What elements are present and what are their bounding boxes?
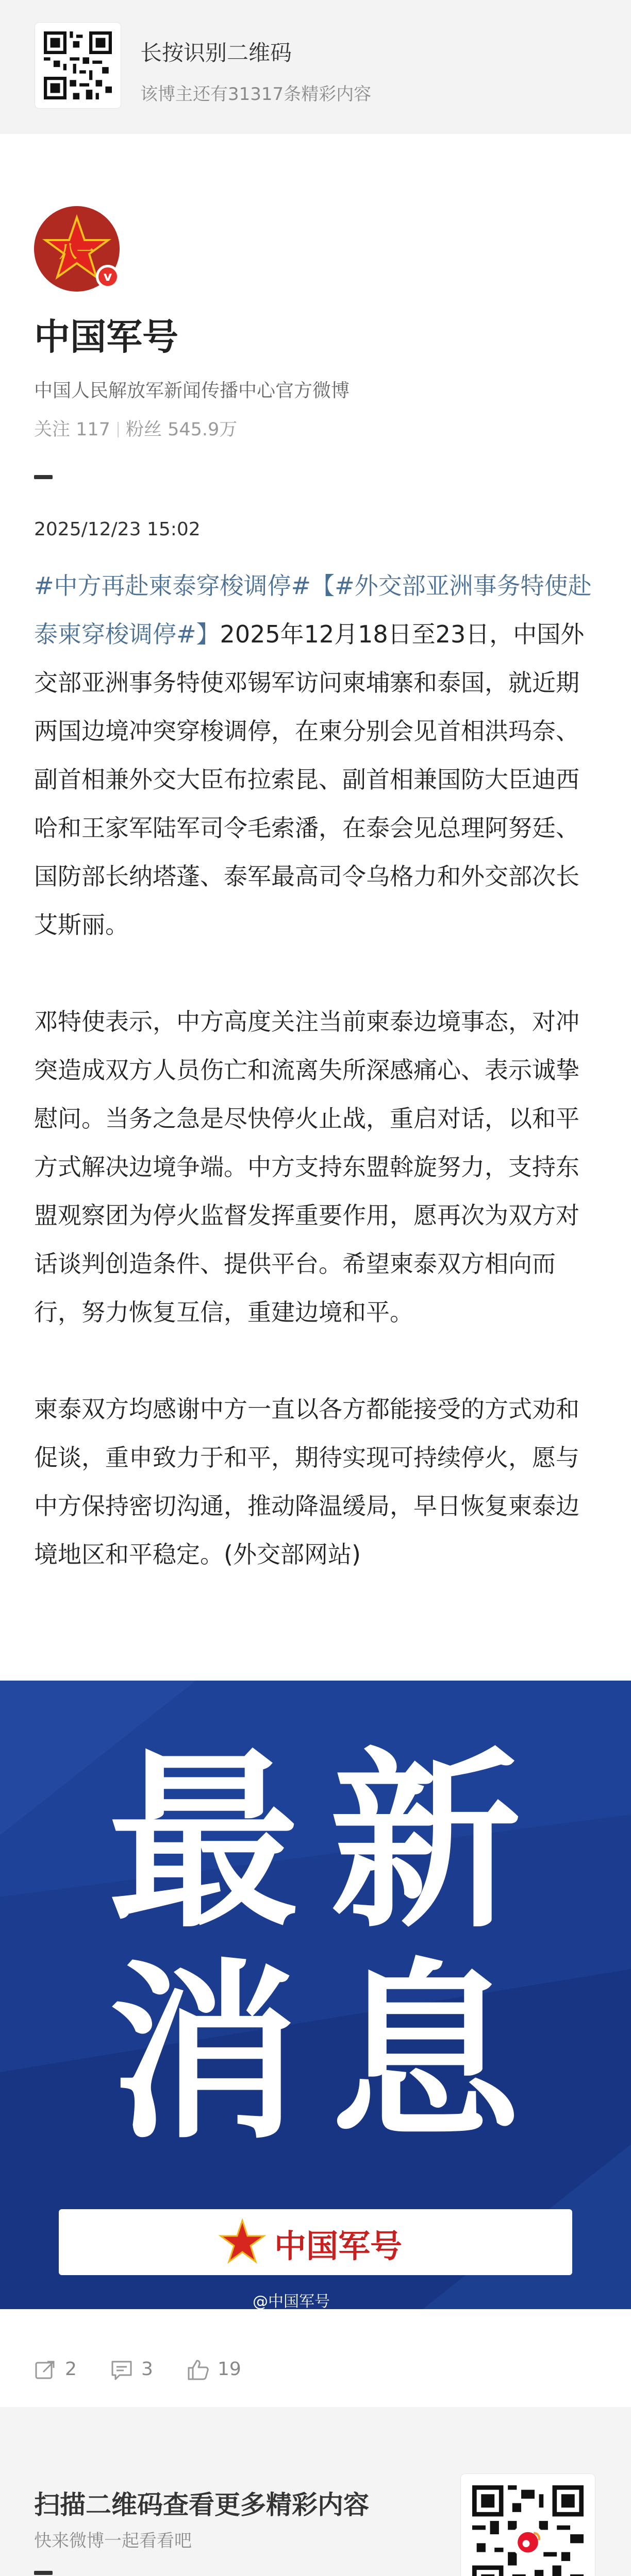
- qr-code-icon: [44, 31, 112, 99]
- topic-link-1[interactable]: #中方再赴柬泰穿梭调停#: [34, 572, 311, 600]
- stats-divider: [118, 422, 119, 437]
- comment-count: 3: [141, 2359, 153, 2380]
- verified-badge: v: [96, 265, 120, 289]
- footer-title: 扫描二维码查看更多精彩内容: [34, 2490, 369, 2520]
- footer-panel: [0, 2407, 631, 2576]
- account-stats: [34, 415, 237, 441]
- qr-banner[interactable]: [0, 0, 631, 134]
- latest-news-image[interactable]: [0, 1681, 631, 2309]
- headline-char-4: 息: [330, 1943, 521, 2165]
- section-divider: [34, 475, 53, 479]
- topic-link-2[interactable]: 【#外交部亚洲事务特使赴泰柬穿梭调停#】: [34, 572, 592, 648]
- footer-divider: [34, 2571, 53, 2575]
- headline-char-2: 新: [330, 1732, 521, 1954]
- repost-count: 2: [65, 2359, 77, 2380]
- headline-char-1: 最: [108, 1732, 299, 1954]
- post-paragraph-1: [34, 562, 601, 949]
- banner-subtitle: 该博主还有31317条精彩内容: [140, 84, 372, 105]
- like-count: 19: [218, 2359, 241, 2380]
- svg-text:八一: 八一: [59, 242, 94, 262]
- comment-icon: [110, 2359, 133, 2381]
- post-body: [34, 562, 601, 1579]
- brand-logo-strip: [59, 2209, 572, 2275]
- post-paragraph-3: 柬泰双方均感谢中方一直以各方都能接受的方式劝和促谈，重申致力于和平，期待实现可持续停火，愿与中方保持密切沟通，推动降温缓局，早日恢复柬泰边境地区和平稳定。(外交部网站): [34, 1395, 579, 1568]
- post-timestamp: 2025/12/23 15:02: [34, 519, 201, 540]
- banner-title: 长按识别二维码: [140, 40, 292, 65]
- repost-icon: [34, 2359, 57, 2381]
- account-name[interactable]: 中国军号: [34, 316, 178, 358]
- footer-subtitle: 快来微博一起看看吧: [34, 2531, 192, 2551]
- account-bio: 中国人民解放军新闻传播中心官方微博: [34, 380, 350, 401]
- red-star-icon: [219, 2218, 266, 2266]
- weibo-qr-icon: [472, 2485, 584, 2576]
- footer-qr-code[interactable]: [461, 2474, 595, 2576]
- fans-count[interactable]: 粉丝 545.9万: [125, 419, 238, 440]
- follow-count[interactable]: 关注 117: [34, 419, 110, 440]
- qr-code[interactable]: [35, 23, 121, 108]
- thumbs-up-icon: [187, 2359, 209, 2381]
- headline-char-3: 消: [108, 1943, 299, 2165]
- brand-logo-text: 中国军号: [274, 2227, 403, 2265]
- paragraph-1-text: 2025年12月18日至23日，中国外交部亚洲事务特使邓锡军访问柬埔寨和泰国，就近期两国边境冲突穿梭调停，在柬分别会见首相洪玛奈、副首相兼外交大臣布拉索昆、副首相兼国防大臣迪西哈和王家军陆军司令毛索潘，在泰会见总理阿努廷、国防部长纳塔蓬、泰军最高司令乌格力和外交部次长艾斯丽。: [34, 620, 585, 939]
- image-watermark: @中国军号: [253, 2293, 330, 2309]
- post-paragraph-2: 邓特使表示，中方高度关注当前柬泰边境事态，对冲突造成双方人员伤亡和流离失所深感痛心、表示诚挚慰问。当务之急是尽快停火止战，重启对话，以和平方式解决边境争端。中方支持东盟斡旋努力，支持东盟观察团为停火监督发挥重要作用，愿再次为双方对话谈判创造条件、提供平台。希望柬泰双方相向而行，努力恢复互信，重建边境和平。: [34, 1008, 579, 1326]
